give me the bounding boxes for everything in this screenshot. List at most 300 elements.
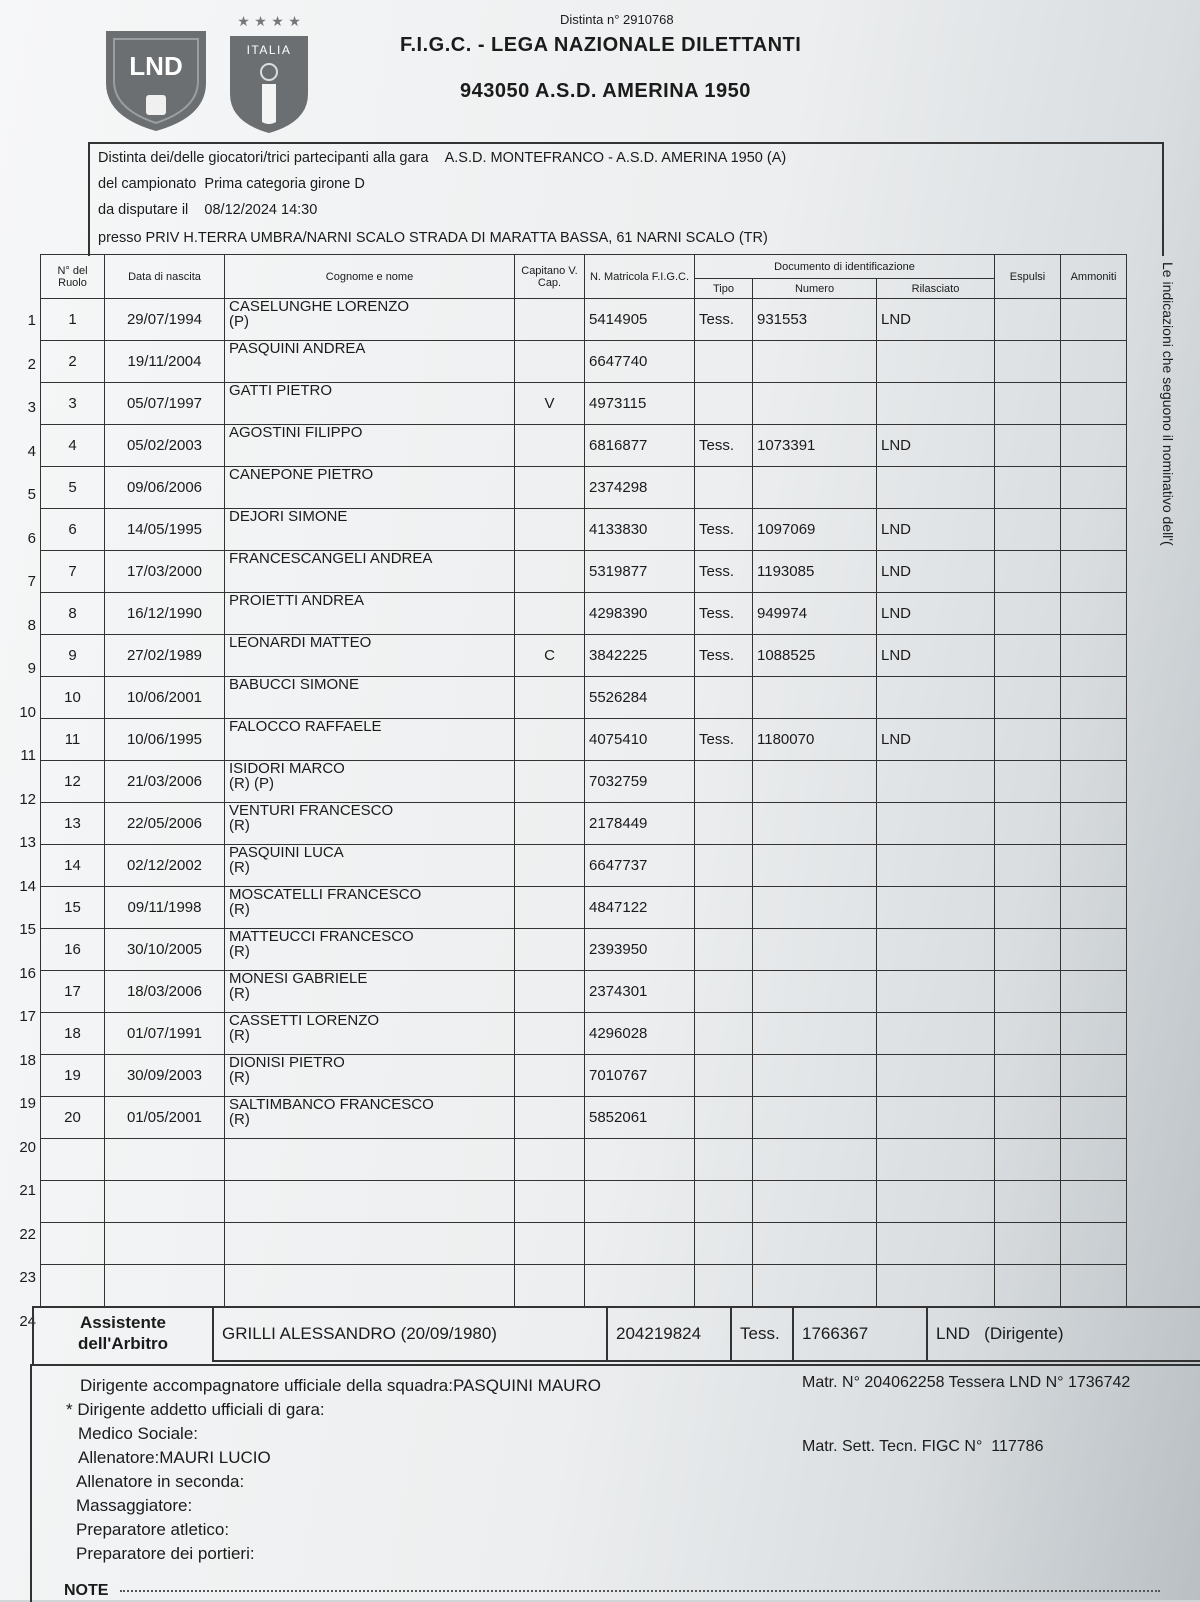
cell-ammoniti <box>1061 551 1127 593</box>
cell-numero <box>753 1265 877 1307</box>
svg-text:★ ★ ★ ★: ★ ★ ★ ★ <box>237 14 301 30</box>
cell-nascita <box>105 1265 225 1307</box>
player-name-cell <box>225 803 515 845</box>
cell-cap: C <box>515 635 585 677</box>
cell-ril <box>877 1265 995 1307</box>
player-name-cell <box>225 971 515 1013</box>
cell-cap <box>515 803 585 845</box>
assistant-matricola: 204219824 <box>606 1306 732 1362</box>
cell-ammoniti <box>1061 1223 1127 1265</box>
player-name: VENTURI FRANCESCO <box>229 802 394 819</box>
row-number: 13 <box>19 834 36 851</box>
table-row <box>41 551 1127 593</box>
cell-ril <box>877 677 995 719</box>
row-number: 4 <box>27 442 36 460</box>
italia-logo-text: ITALIA <box>246 43 292 57</box>
cell-matricola <box>585 1181 695 1223</box>
match-line: Distinta dei/delle giocatori/trici partecipanti alla gara A.S.D. MONTEFRANCO - A.S.D. AMERINA 1950 (A) <box>98 150 787 166</box>
cell-ruolo: 15 <box>41 887 105 929</box>
side-note: Le indicazioni che seguono il nominativo dell'( <box>1160 262 1176 546</box>
row-number: 15 <box>19 921 36 938</box>
assistant-tipo: Tess. <box>730 1306 792 1362</box>
cell-numero <box>753 803 877 845</box>
venue-line: presso PRIV H.TERRA UMBRA/NARNI SCALO STRADA DI MARATTA BASSA, 61 NARNI SCALO (TR) <box>98 230 768 246</box>
player-name: PASQUINI LUCA <box>229 844 344 861</box>
cell-ammoniti <box>1061 971 1127 1013</box>
cell-ruolo: 8 <box>41 593 105 635</box>
cell-matricola: 2374298 <box>585 467 695 509</box>
row-number: 6 <box>27 529 36 547</box>
cell-numero <box>753 1139 877 1181</box>
match-info-box <box>88 142 1164 256</box>
cell-tipo <box>695 1223 753 1265</box>
allenatore-line: Allenatore:MAURI LUCIO <box>78 1448 271 1467</box>
cell-tipo: Tess. <box>695 299 753 341</box>
table-row <box>41 761 1127 803</box>
cell-numero <box>753 1223 877 1265</box>
cell-nascita: 01/05/2001 <box>105 1097 225 1139</box>
cell-nascita: 29/07/1994 <box>105 299 225 341</box>
cell-ruolo: 10 <box>41 677 105 719</box>
cell-numero: 1180070 <box>753 719 877 761</box>
table-row <box>41 1013 1127 1055</box>
player-name-cell <box>225 551 515 593</box>
row-number: 12 <box>19 790 36 808</box>
player-name: DIONISI PIETRO <box>229 1054 345 1071</box>
assistant-name: GRILLI ALESSANDRO (20/09/1980) <box>212 1306 606 1362</box>
cell-ruolo: 20 <box>41 1097 105 1139</box>
cell-tipo <box>695 1139 753 1181</box>
cell-numero <box>753 1055 877 1097</box>
cell-ruolo <box>41 1265 105 1307</box>
cell-ril <box>877 383 995 425</box>
cell-nascita <box>105 1139 225 1181</box>
cell-cap <box>515 299 585 341</box>
row-number: 7 <box>27 573 36 590</box>
row-number: 19 <box>19 1095 36 1112</box>
player-name: MOSCATELLI FRANCESCO <box>229 886 422 903</box>
player-note: (R) <box>229 1111 250 1128</box>
cell-ril <box>877 1223 995 1265</box>
cell-numero <box>753 929 877 971</box>
cell-espulsi <box>995 971 1061 1013</box>
cell-tipo <box>695 383 753 425</box>
cell-cap: V <box>515 383 585 425</box>
cell-numero: 931553 <box>753 299 877 341</box>
table-row <box>41 845 1127 887</box>
cell-numero: 1193085 <box>753 551 877 593</box>
cell-numero <box>753 1181 877 1223</box>
assistant-numero: 1766367 <box>792 1306 926 1362</box>
cell-tipo <box>695 971 753 1013</box>
cell-numero <box>753 1013 877 1055</box>
player-name-cell <box>225 1265 515 1307</box>
lnd-logo <box>102 25 210 133</box>
cell-cap <box>515 593 585 635</box>
cell-ammoniti <box>1061 299 1127 341</box>
cell-numero <box>753 341 877 383</box>
cell-matricola: 5526284 <box>585 677 695 719</box>
cell-cap <box>515 677 585 719</box>
player-name-cell <box>225 761 515 803</box>
cell-espulsi <box>995 1013 1061 1055</box>
cell-cap <box>515 929 585 971</box>
cell-tipo: Tess. <box>695 425 753 467</box>
cell-ammoniti <box>1061 425 1127 467</box>
cell-ril: LND <box>877 593 995 635</box>
cell-tipo <box>695 467 753 509</box>
cell-cap <box>515 719 585 761</box>
player-name: PROIETTI ANDREA <box>229 592 365 609</box>
table-row <box>41 1181 1127 1223</box>
table-row <box>41 887 1127 929</box>
col-nascita: Data di nascita <box>105 255 225 299</box>
player-name-cell <box>225 887 515 929</box>
player-name-cell <box>225 845 515 887</box>
player-name: CASELUNGHE LORENZO <box>229 298 410 315</box>
players-table <box>40 254 1127 1307</box>
player-name-cell <box>225 1139 515 1181</box>
player-note: (R) (P) <box>229 775 274 792</box>
cell-ril <box>877 845 995 887</box>
cell-numero: 1073391 <box>753 425 877 467</box>
player-name: LEONARDI MATTEO <box>229 634 372 651</box>
player-note: (R) <box>229 1027 250 1044</box>
cell-matricola: 3842225 <box>585 635 695 677</box>
cell-tipo <box>695 761 753 803</box>
cell-nascita: 01/07/1991 <box>105 1013 225 1055</box>
cell-matricola: 6816877 <box>585 425 695 467</box>
cell-espulsi <box>995 299 1061 341</box>
row-number: 9 <box>27 660 36 677</box>
col-documento: Documento di identificazione <box>695 255 995 279</box>
championship-line: del campionato Prima categoria girone D <box>98 176 365 192</box>
cell-espulsi <box>995 1181 1061 1223</box>
cell-numero <box>753 971 877 1013</box>
cell-matricola: 7032759 <box>585 761 695 803</box>
player-name-cell <box>225 1223 515 1265</box>
cell-espulsi <box>995 1139 1061 1181</box>
row-number: 21 <box>19 1182 36 1199</box>
federation-title: F.I.G.C. - LEGA NAZIONALE DILETTANTI <box>400 34 802 56</box>
cell-ammoniti <box>1061 929 1127 971</box>
row-number: 10 <box>19 703 36 721</box>
cell-cap <box>515 971 585 1013</box>
cell-matricola: 4973115 <box>585 383 695 425</box>
cell-cap <box>515 887 585 929</box>
cell-numero <box>753 887 877 929</box>
player-name-cell <box>225 341 515 383</box>
massaggiatore-line: Massaggiatore: <box>76 1496 193 1515</box>
player-note: (R) <box>229 901 250 918</box>
cell-espulsi <box>995 341 1061 383</box>
cell-ruolo: 17 <box>41 971 105 1013</box>
cell-tipo <box>695 677 753 719</box>
cell-ammoniti <box>1061 593 1127 635</box>
medico-line: Medico Sociale: <box>78 1424 199 1443</box>
table-row <box>41 383 1127 425</box>
row-number: 1 <box>27 312 36 329</box>
cell-nascita: 02/12/2002 <box>105 845 225 887</box>
cell-nascita: 30/09/2003 <box>105 1055 225 1097</box>
col-rilasciato: Rilasciato <box>877 279 995 299</box>
cell-nascita: 19/11/2004 <box>105 341 225 383</box>
player-name-cell <box>225 929 515 971</box>
player-name: MATTEUCCI FRANCESCO <box>229 928 414 945</box>
player-note: (R) <box>229 1069 250 1086</box>
cell-ril: LND <box>877 509 995 551</box>
cell-ruolo: 3 <box>41 383 105 425</box>
player-name: CANEPONE PIETRO <box>229 466 374 483</box>
cell-espulsi <box>995 803 1061 845</box>
player-name-cell <box>225 593 515 635</box>
cell-numero: 1088525 <box>753 635 877 677</box>
row-number: 22 <box>19 1225 36 1243</box>
cell-matricola <box>585 1223 695 1265</box>
cell-ruolo <box>41 1139 105 1181</box>
cell-espulsi <box>995 1265 1061 1307</box>
cell-ruolo: 13 <box>41 803 105 845</box>
cell-tipo <box>695 1181 753 1223</box>
match-date: 08/12/2024 14:30 <box>204 202 318 218</box>
italia-logo <box>226 10 312 135</box>
cell-ruolo: 6 <box>41 509 105 551</box>
cell-ril: LND <box>877 635 995 677</box>
cell-tipo: Tess. <box>695 719 753 761</box>
cell-ammoniti <box>1061 677 1127 719</box>
player-name-cell <box>225 383 515 425</box>
cell-ruolo: 9 <box>41 635 105 677</box>
player-name-cell <box>225 635 515 677</box>
cell-matricola <box>585 1265 695 1307</box>
cell-ammoniti <box>1061 845 1127 887</box>
cell-matricola: 4075410 <box>585 719 695 761</box>
cell-cap <box>515 551 585 593</box>
cell-espulsi <box>995 383 1061 425</box>
player-name-cell <box>225 1055 515 1097</box>
player-name: CASSETTI LORENZO <box>229 1012 380 1029</box>
cell-ril: LND <box>877 425 995 467</box>
cell-matricola: 2393950 <box>585 929 695 971</box>
cell-ril <box>877 803 995 845</box>
cell-numero: 1097069 <box>753 509 877 551</box>
cell-numero <box>753 845 877 887</box>
table-row <box>41 467 1127 509</box>
cell-ril: LND <box>877 719 995 761</box>
cell-ril <box>877 1055 995 1097</box>
cell-nascita: 18/03/2006 <box>105 971 225 1013</box>
cell-espulsi <box>995 1055 1061 1097</box>
col-matricola: N. Matricola F.I.G.C. <box>585 255 695 299</box>
table-row <box>41 719 1127 761</box>
cell-ammoniti <box>1061 1097 1127 1139</box>
cell-espulsi <box>995 593 1061 635</box>
players-body <box>41 299 1127 1307</box>
cell-numero <box>753 467 877 509</box>
player-note: (P) <box>229 313 249 330</box>
cell-tipo <box>695 1097 753 1139</box>
player-note: (R) <box>229 985 250 1002</box>
dirigente-line: Dirigente accompagnatore ufficiale della squadra:PASQUINI MAURO <box>80 1376 601 1395</box>
row-number: 2 <box>27 355 36 373</box>
table-row <box>41 1097 1127 1139</box>
cell-ruolo: 19 <box>41 1055 105 1097</box>
cell-matricola: 5852061 <box>585 1097 695 1139</box>
cell-ril <box>877 1013 995 1055</box>
player-name-cell <box>225 1013 515 1055</box>
row-number: 17 <box>19 1008 36 1025</box>
cell-nascita <box>105 1223 225 1265</box>
cell-ruolo: 4 <box>41 425 105 467</box>
cell-matricola: 4847122 <box>585 887 695 929</box>
cell-ammoniti <box>1061 635 1127 677</box>
cell-ruolo: 5 <box>41 467 105 509</box>
cell-ril: LND <box>877 299 995 341</box>
table-row <box>41 929 1127 971</box>
cell-nascita <box>105 1181 225 1223</box>
cell-nascita: 14/05/1995 <box>105 509 225 551</box>
cell-cap <box>515 1265 585 1307</box>
cell-ammoniti <box>1061 341 1127 383</box>
cell-ril <box>877 971 995 1013</box>
championship-value: Prima categoria girone D <box>204 176 365 192</box>
cell-cap <box>515 1097 585 1139</box>
cell-ammoniti <box>1061 509 1127 551</box>
table-row <box>41 509 1127 551</box>
cell-ril <box>877 761 995 803</box>
cell-espulsi <box>995 467 1061 509</box>
cell-matricola: 6647737 <box>585 845 695 887</box>
date-line: da disputare il 08/12/2024 14:30 <box>98 202 318 218</box>
cell-nascita: 09/06/2006 <box>105 467 225 509</box>
cell-cap <box>515 1055 585 1097</box>
table-row <box>41 971 1127 1013</box>
assistant-referee-row <box>32 1306 1200 1362</box>
cell-ril <box>877 467 995 509</box>
table-row <box>41 1139 1127 1181</box>
cell-tipo: Tess. <box>695 593 753 635</box>
cell-ruolo <box>41 1181 105 1223</box>
col-capitano: Capitano V. Cap. <box>515 255 585 299</box>
cell-cap <box>515 1223 585 1265</box>
cell-espulsi <box>995 845 1061 887</box>
cell-espulsi <box>995 887 1061 929</box>
cell-tipo <box>695 1013 753 1055</box>
cell-ammoniti <box>1061 887 1127 929</box>
cell-nascita: 22/05/2006 <box>105 803 225 845</box>
allenatore-matricola: Matr. Sett. Tecn. FIGC N° 117786 <box>802 1438 1044 1455</box>
cell-tipo: Tess. <box>695 509 753 551</box>
preparatore-line: Preparatore atletico: <box>76 1520 230 1539</box>
row-number: 23 <box>19 1269 36 1286</box>
player-name-cell <box>225 719 515 761</box>
cell-ril <box>877 887 995 929</box>
player-name-cell <box>225 1181 515 1223</box>
player-name: GATTI PIETRO <box>229 382 333 399</box>
player-name: AGOSTINI FILIPPO <box>229 424 363 441</box>
player-name: DEJORI SIMONE <box>229 508 348 525</box>
cell-ril <box>877 1181 995 1223</box>
player-note: (R) <box>229 859 250 876</box>
cell-ruolo: 7 <box>41 551 105 593</box>
dirigente-matricola: Matr. N° 204062258 Tessera LND N° 1736742 <box>802 1374 1131 1391</box>
cell-tipo <box>695 1265 753 1307</box>
portieri-line: Preparatore dei portieri: <box>76 1544 255 1563</box>
seconda-line: Allenatore in seconda: <box>76 1472 245 1491</box>
cell-cap <box>515 761 585 803</box>
cell-cap <box>515 845 585 887</box>
cell-tipo <box>695 803 753 845</box>
lnd-logo-text: LND <box>129 51 183 81</box>
distinta-number: Distinta n° 2910768 <box>560 12 674 27</box>
cell-ril <box>877 341 995 383</box>
table-row <box>41 803 1127 845</box>
cell-espulsi <box>995 1223 1061 1265</box>
assistant-rilasciato: LND (Dirigente) <box>926 1306 1200 1362</box>
cell-ril <box>877 1097 995 1139</box>
player-name-cell <box>225 299 515 341</box>
player-name-cell <box>225 1097 515 1139</box>
cell-ruolo: 18 <box>41 1013 105 1055</box>
table-row <box>41 1223 1127 1265</box>
cell-nascita: 05/07/1997 <box>105 383 225 425</box>
cell-tipo <box>695 341 753 383</box>
player-name: SALTIMBANCO FRANCESCO <box>229 1096 434 1113</box>
cell-ammoniti <box>1061 1181 1127 1223</box>
row-number: 11 <box>20 747 36 764</box>
player-name: FALOCCO RAFFAELE <box>229 718 382 735</box>
cell-cap <box>515 1181 585 1223</box>
cell-nascita: 10/06/2001 <box>105 677 225 719</box>
cell-tipo: Tess. <box>695 635 753 677</box>
cell-nascita: 21/03/2006 <box>105 761 225 803</box>
cell-ruolo <box>41 1223 105 1265</box>
table-row <box>41 677 1127 719</box>
cell-tipo <box>695 1055 753 1097</box>
player-name-cell <box>225 467 515 509</box>
match-teams: A.S.D. MONTEFRANCO - A.S.D. AMERINA 1950 (A) <box>444 150 787 166</box>
cell-ruolo: 14 <box>41 845 105 887</box>
cell-matricola: 6647740 <box>585 341 695 383</box>
cell-ammoniti <box>1061 761 1127 803</box>
cell-ammoniti <box>1061 1265 1127 1307</box>
note-label: NOTE <box>64 1582 109 1599</box>
cell-numero <box>753 677 877 719</box>
addetto-line: * Dirigente addetto ufficiali di gara: <box>66 1400 325 1419</box>
cell-nascita: 30/10/2005 <box>105 929 225 971</box>
table-row <box>41 341 1127 383</box>
cell-tipo <box>695 929 753 971</box>
col-tipo: Tipo <box>695 279 753 299</box>
cell-ammoniti <box>1061 467 1127 509</box>
cell-nascita: 27/02/1989 <box>105 635 225 677</box>
row-number: 8 <box>27 616 36 634</box>
player-name: MONESI GABRIELE <box>229 970 368 987</box>
cell-espulsi <box>995 719 1061 761</box>
cell-matricola: 2374301 <box>585 971 695 1013</box>
table-row <box>41 425 1127 467</box>
cell-tipo: Tess. <box>695 551 753 593</box>
cell-espulsi <box>995 1097 1061 1139</box>
note-dotted-line <box>120 1590 1160 1592</box>
cell-espulsi <box>995 509 1061 551</box>
cell-espulsi <box>995 677 1061 719</box>
player-name: BABUCCI SIMONE <box>229 676 360 693</box>
cell-numero <box>753 1097 877 1139</box>
cell-cap <box>515 509 585 551</box>
row-number: 3 <box>27 399 36 416</box>
table-row <box>41 593 1127 635</box>
